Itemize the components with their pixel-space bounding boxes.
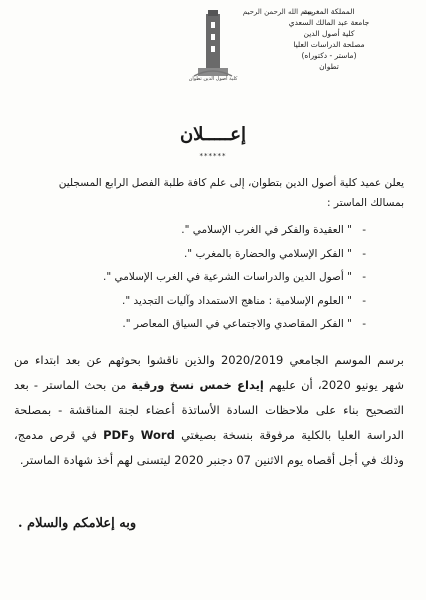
paragraph-text: في قرص مدمج، وذلك في أجل أقصاه يوم الاثنين 07 دجنبر 2020 ليتسنى لهم أخذ شهادة الماستر. [14, 428, 404, 467]
institution-line: المملكة المغربية [303, 7, 355, 16]
program-item: - " الفكر الإسلامي والحضارة بالمغرب ". [183, 247, 366, 260]
intro-line-2: بمسالك الماستر : [327, 197, 404, 209]
bismillah-text: بسم الله الرحمن الرحيم [242, 8, 314, 16]
institution-line: جامعة عبد المالك السعدي [288, 18, 370, 27]
paragraph-bold: Word [140, 428, 175, 442]
program-item: - " العقيدة والفكر في الغرب الإسلامي ". [181, 224, 366, 236]
institution-header [274, 6, 384, 72]
main-paragraph [14, 348, 404, 473]
program-item: - " العلوم الإسلامية : مناهج الاستمداد وآليات التجديد ". [121, 294, 366, 307]
paragraph-bold: PDF [103, 428, 129, 442]
program-item: - " الفكر المقاصدي والاجتماعي في السياق المعاصر ". [122, 318, 366, 330]
paragraph-bold: إيداع خمس نسخ ورقية [131, 378, 264, 392]
logo-caption: كلية أصول الدين تطوان [188, 76, 238, 82]
page-title: إعـــــلان [179, 124, 247, 145]
closing-text: وبه إعلامكم والسلام . [18, 516, 137, 531]
program-list [14, 219, 404, 337]
title-stars: ****** [199, 152, 227, 160]
institution-line: مصلحة الدراسات العليا [293, 40, 365, 49]
paragraph-text: من بحث الماستر - بعد التصحيح بناء على ملاحظات السادة الأساتذة أعضاء لجنة المناقشة - بمصلحة الدراسة العليا بالكلية مرفوقة بنسخة بصيغتي [14, 378, 405, 442]
intro-line-1: يعلن عميد كلية أصول الدين بتطوان، إلى علم كافة طلبة الفصل الرابع المسجلين [58, 177, 404, 189]
institution-line: كلية أصول الدين [303, 29, 355, 38]
paragraph-text: و [128, 428, 141, 442]
program-item: - " أصول الدين والدراسات الشرعية في الغرب الإسلامي ". [102, 271, 366, 283]
institution-line: (ماستر - دكتوراه) [301, 51, 357, 60]
paragraph-text: برسم الموسم الجامعي 2020/2019 والذين ناقشوا بحوثهم عن بعد ابتداء من شهر يونيو 2020، أن عليهم [14, 353, 404, 392]
institution-line: تطوان [319, 62, 339, 71]
